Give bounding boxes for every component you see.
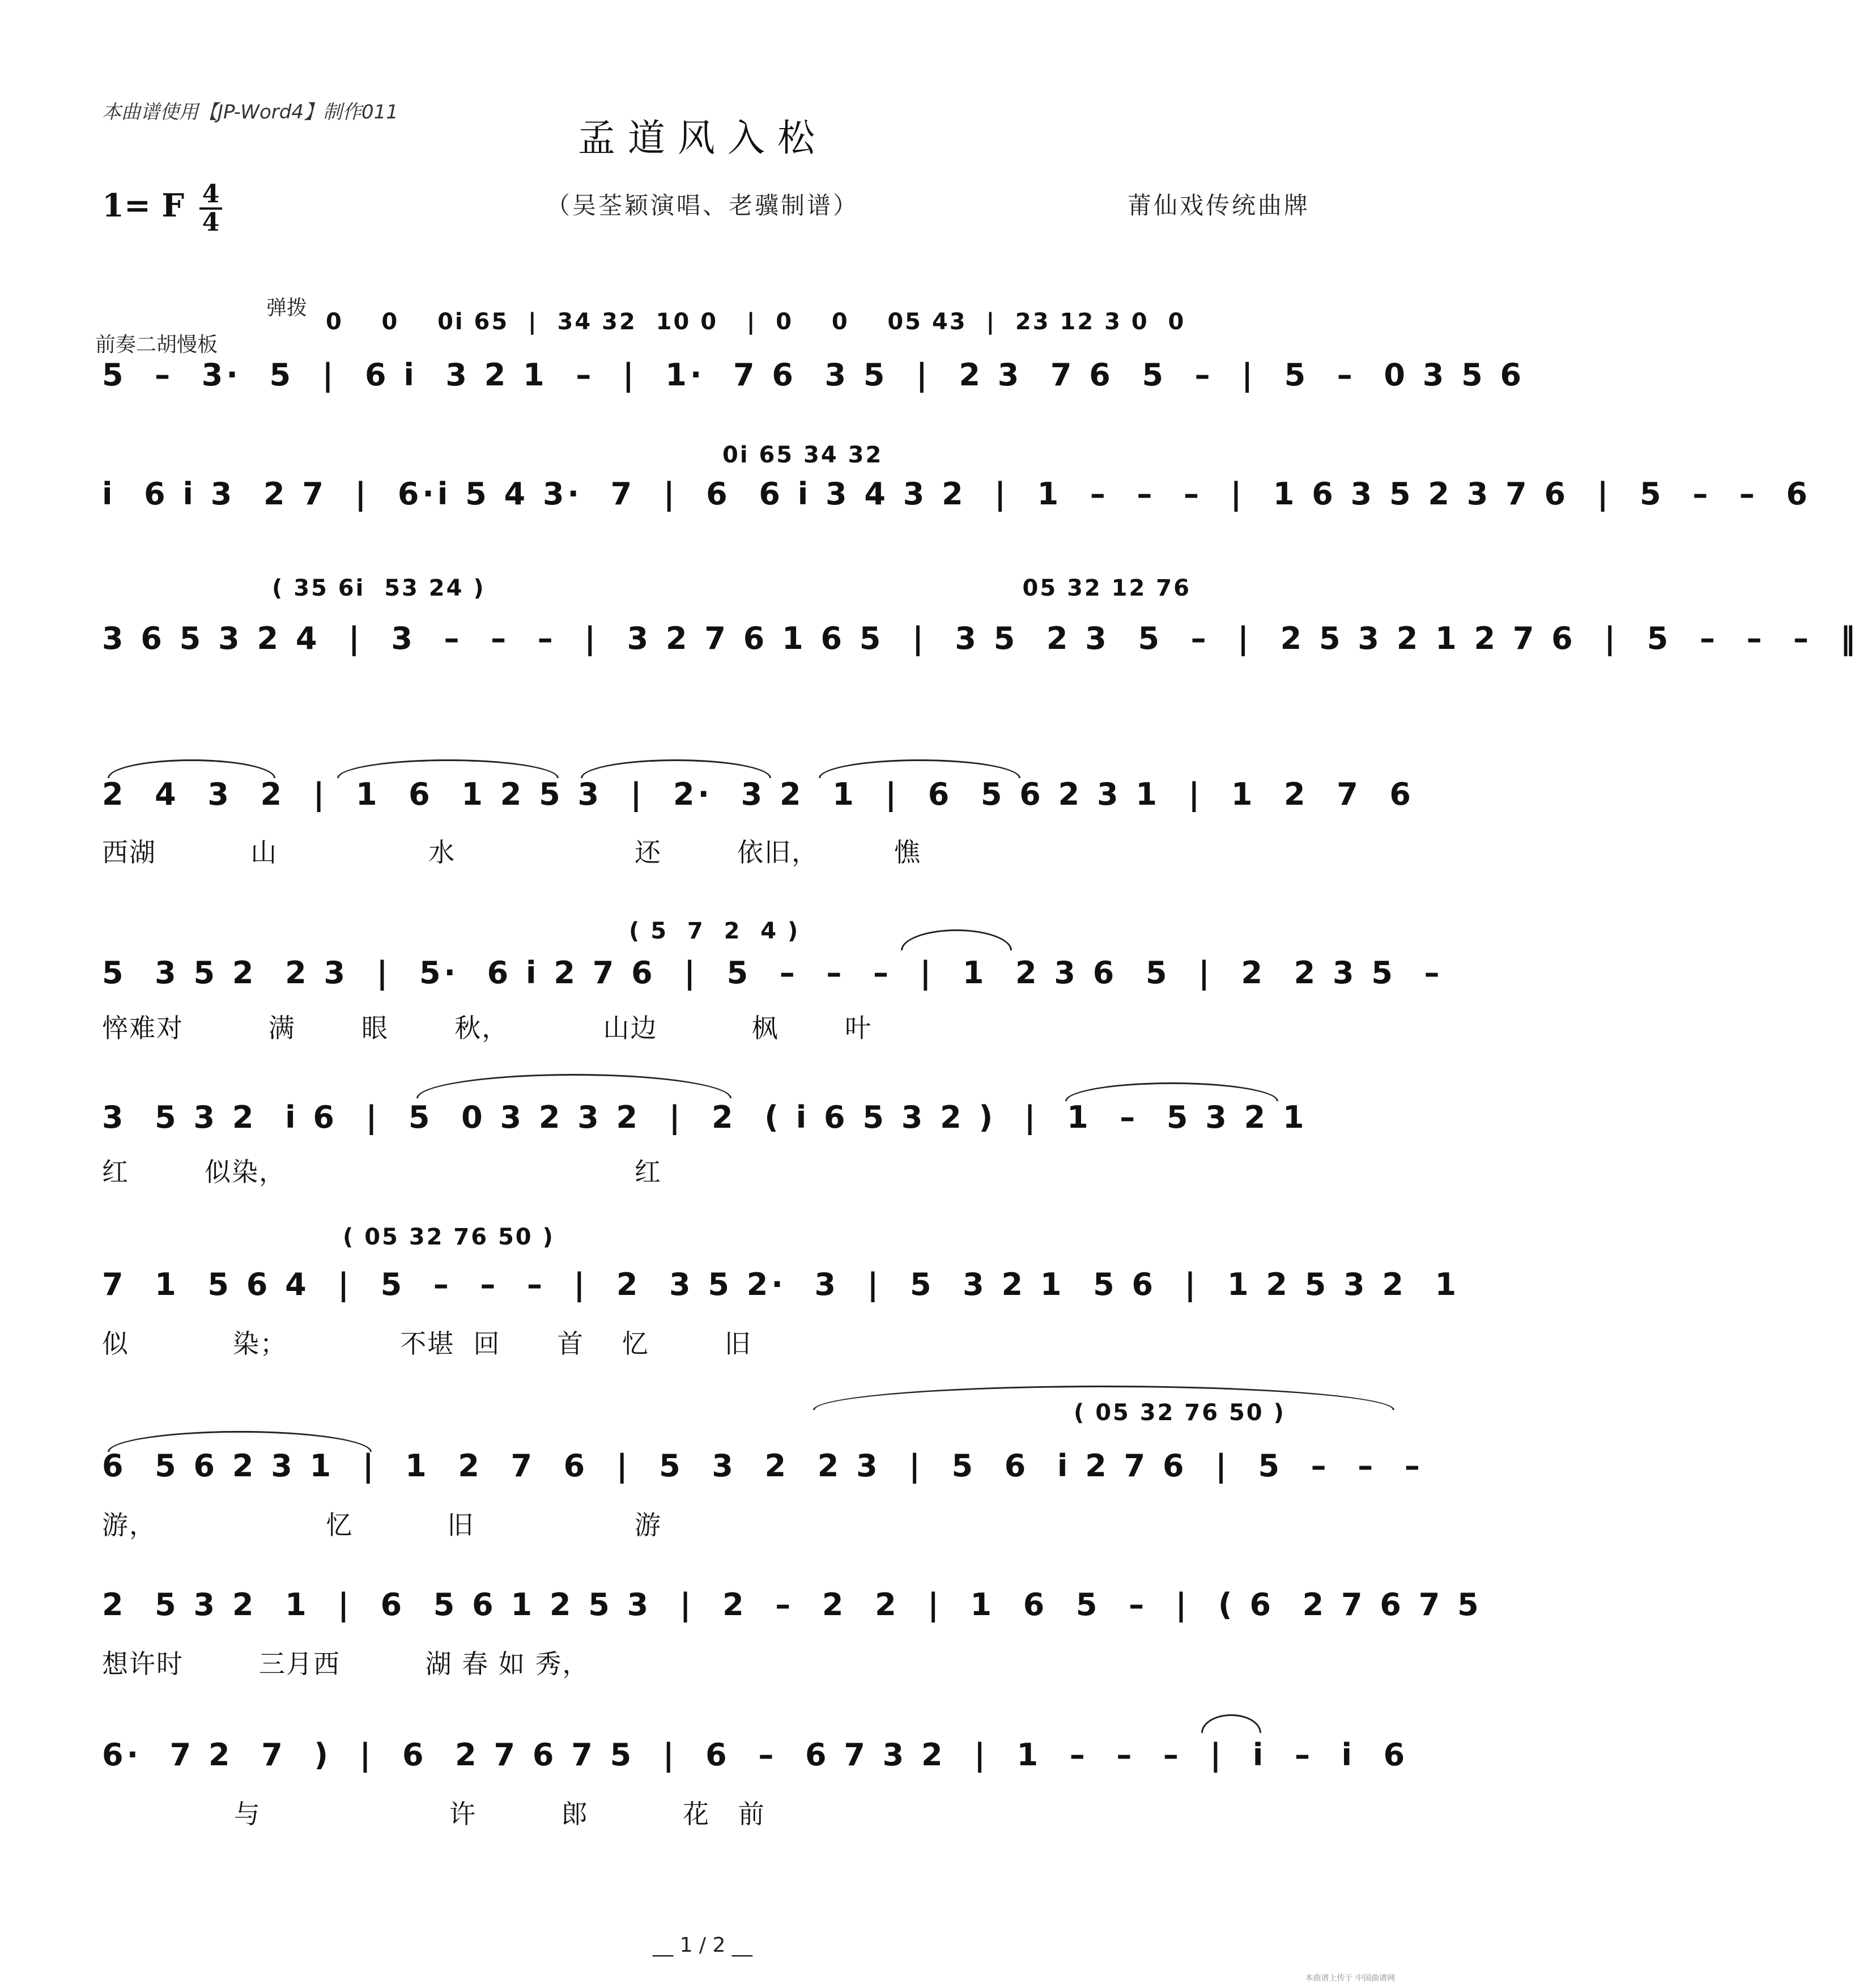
notes-line-1: 5 – 3· 5 | 6 i 3 2 1 – | 1· 7 6 3 5 | 2 3 7 6 5 – | 5 – 0 3 5 6 bbox=[102, 357, 1525, 393]
notes-line-8: 6 5 6 2 3 1 | 1 2 7 6 | 5 3 2 2 3 | 5 6 i 2 7 6 | 5 – – – bbox=[102, 1448, 1423, 1484]
slur bbox=[337, 759, 559, 778]
notes-line-6: 3 5 3 2 i 6 | 5 0 3 2 3 2 | 2 ( i 6 5 3 2 ) | 1 – 5 3 2 1 bbox=[102, 1099, 1308, 1135]
key-signature: 1= F bbox=[102, 187, 185, 224]
lyrics-line-7: 似 染； 不堪 回 首 忆 旧 bbox=[102, 1328, 752, 1359]
notes-line-2: i 6 i 3 2 7 | 6·i 5 4 3· 7 | 6 6 i 3 4 3 2 | 1 – – – | 1 6 3 5 2 3 7 6 | 5 – – 6 bbox=[102, 476, 1811, 512]
slur bbox=[819, 759, 1020, 778]
lyrics-line-9: 想许时 三月西 湖 春 如 秀， bbox=[102, 1649, 590, 1679]
source-label: 莆仙戏传统曲牌 bbox=[1127, 192, 1310, 219]
slur bbox=[1065, 1082, 1278, 1101]
lyrics-line-6: 红 似染， 红 bbox=[102, 1157, 662, 1187]
slur bbox=[813, 1386, 1394, 1410]
upper-voice-7: ( 05 32 76 50 ) bbox=[343, 1224, 555, 1250]
upper-voice-5: ( 5 7 2 4 ) bbox=[629, 918, 800, 944]
credit-line: 本曲谱使用【JP-Word4】制作011 bbox=[102, 101, 398, 124]
lyrics-line-4: 西湖 山 水 还 依旧， 憔 bbox=[102, 837, 921, 868]
lyrics-line-8: 游， 忆 旧 游 bbox=[102, 1510, 662, 1540]
slur bbox=[901, 929, 1012, 950]
lyrics-line-5: 悴难对 满 眼 秋， 山边 枫 叶 bbox=[102, 1013, 873, 1043]
lyrics-line-10: 与 许 郎 花 前 bbox=[102, 1799, 765, 1829]
slur bbox=[581, 759, 771, 778]
notes-line-3: 3 6 5 3 2 4 | 3 – – – | 3 2 7 6 1 6 5 | 3 5 2 3 5 – | 2 5 3 2 1 2 7 6 | 5 – – – ‖ bbox=[102, 621, 1859, 656]
upper-voice-1: 0 0 0i 65 | 34 32 10 0 | 0 0 05 43 | 23 12 3 0 0 bbox=[326, 309, 1186, 335]
subtitle: （吴荃颖演唱、老骥制谱） bbox=[546, 192, 859, 219]
slur bbox=[1201, 1714, 1261, 1733]
slur bbox=[108, 1431, 372, 1452]
upload-watermark: 本曲谱上传于 中国曲谱网 bbox=[1305, 1974, 1395, 1983]
upper-voice-3: ( 35 6i 53 24 ) 05 32 12 76 bbox=[272, 575, 1191, 601]
slur bbox=[416, 1074, 731, 1098]
notes-line-7: 7 1 5 6 4 | 5 – – – | 2 3 5 2· 3 | 5 3 2 1 5 6 | 1 2 5 3 2 1 bbox=[102, 1267, 1460, 1302]
page-number: __ 1 / 2 __ bbox=[653, 1934, 752, 1957]
notes-line-4: 2 4 3 2 | 1 6 1 2 5 3 | 2· 3 2 1 | 6 5 6 2 3 1 | 1 2 7 6 bbox=[102, 776, 1414, 812]
time-signature-top: 4 bbox=[202, 180, 220, 209]
notes-line-10: 6· 7 2 7 ) | 6 2 7 6 7 5 | 6 – 6 7 3 2 | 1 – – – | i – i 6 bbox=[102, 1737, 1409, 1773]
upper-voice-8: ( 05 32 76 50 ) bbox=[1074, 1400, 1286, 1426]
page-title: 孟道风入松 bbox=[578, 116, 827, 160]
intro-label: 前奏二胡慢板 bbox=[95, 333, 218, 356]
notes-line-5: 5 3 5 2 2 3 | 5· 6 i 2 7 6 | 5 – – – | 1 2 3 6 5 | 2 2 3 5 – bbox=[102, 955, 1443, 991]
upper-voice-2: 0i 65 34 32 bbox=[722, 442, 883, 468]
slur bbox=[108, 759, 275, 778]
notes-line-9: 2 5 3 2 1 | 6 5 6 1 2 5 3 | 2 – 2 2 | 1 6 5 – | ( 6 2 7 6 7 5 bbox=[102, 1587, 1482, 1622]
pluck-label: 弹拨 bbox=[266, 296, 308, 320]
time-signature-bottom: 4 bbox=[202, 208, 220, 237]
